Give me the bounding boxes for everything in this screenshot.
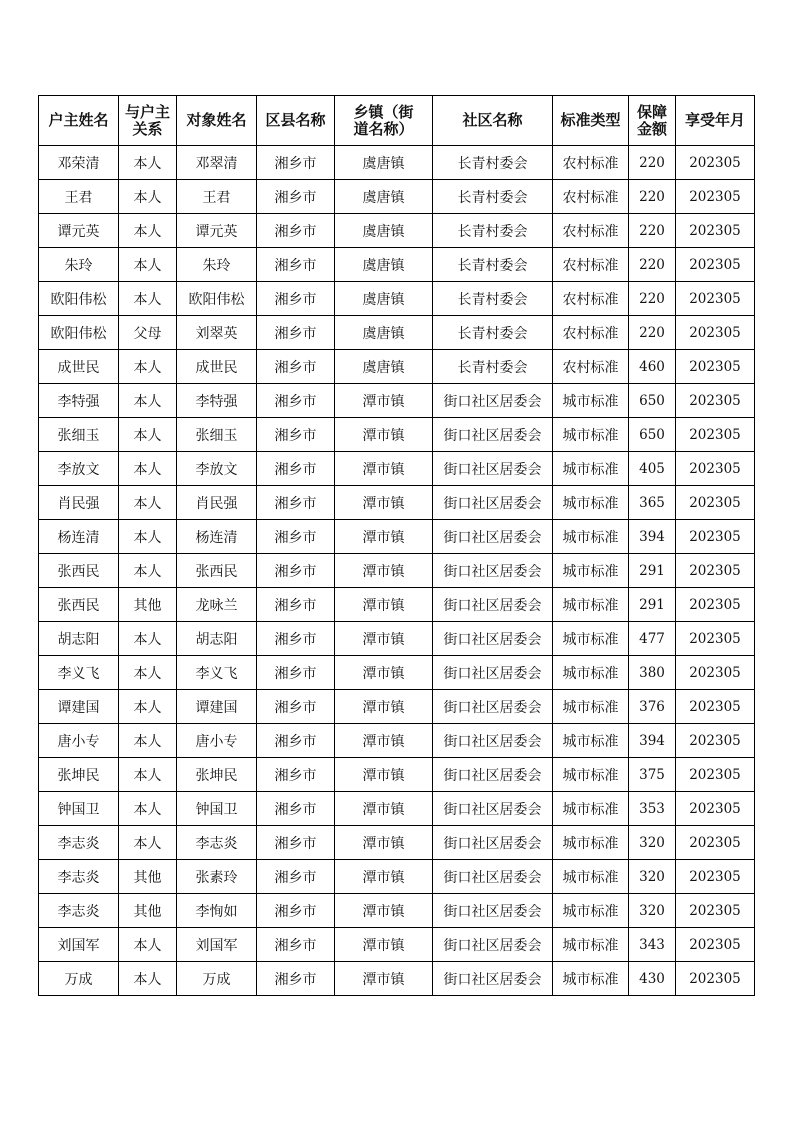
cell-standard-type: 城市标准 [553, 792, 629, 826]
cell-amount: 477 [629, 622, 676, 656]
cell-period: 202305 [676, 758, 755, 792]
cell-community: 街口社区居委会 [433, 384, 553, 418]
cell-community: 街口社区居委会 [433, 792, 553, 826]
cell-recipient-name: 胡志阳 [177, 622, 257, 656]
cell-householder-name: 李放文 [39, 452, 119, 486]
cell-county: 湘乡市 [257, 758, 335, 792]
cell-county: 湘乡市 [257, 452, 335, 486]
table-row [39, 792, 755, 826]
header-period: 享受年月 [676, 96, 755, 146]
cell-standard-type: 城市标准 [553, 724, 629, 758]
cell-community: 街口社区居委会 [433, 758, 553, 792]
cell-householder-name: 张西民 [39, 588, 119, 622]
cell-householder-name: 唐小专 [39, 724, 119, 758]
cell-township: 虞唐镇 [335, 282, 433, 316]
table-row [39, 282, 755, 316]
cell-amount: 353 [629, 792, 676, 826]
cell-recipient-name: 李特强 [177, 384, 257, 418]
cell-community: 街口社区居委会 [433, 520, 553, 554]
cell-county: 湘乡市 [257, 316, 335, 350]
cell-county: 湘乡市 [257, 962, 335, 996]
table-row [39, 588, 755, 622]
cell-recipient-name: 刘翠英 [177, 316, 257, 350]
cell-community: 街口社区居委会 [433, 554, 553, 588]
cell-period: 202305 [676, 894, 755, 928]
cell-township: 潭市镇 [335, 962, 433, 996]
cell-householder-name: 张西民 [39, 554, 119, 588]
cell-township: 虞唐镇 [335, 316, 433, 350]
cell-community: 街口社区居委会 [433, 486, 553, 520]
cell-community: 街口社区居委会 [433, 588, 553, 622]
cell-relationship: 本人 [119, 656, 177, 690]
cell-amount: 650 [629, 418, 676, 452]
cell-householder-name: 李志炎 [39, 860, 119, 894]
cell-recipient-name: 龙咏兰 [177, 588, 257, 622]
cell-township: 潭市镇 [335, 452, 433, 486]
cell-householder-name: 邓荣清 [39, 146, 119, 180]
cell-standard-type: 农村标准 [553, 282, 629, 316]
cell-standard-type: 城市标准 [553, 690, 629, 724]
cell-community: 长青村委会 [433, 214, 553, 248]
cell-period: 202305 [676, 418, 755, 452]
cell-amount: 320 [629, 894, 676, 928]
cell-standard-type: 城市标准 [553, 384, 629, 418]
cell-recipient-name: 张细玉 [177, 418, 257, 452]
cell-township: 虞唐镇 [335, 350, 433, 384]
cell-period: 202305 [676, 928, 755, 962]
cell-amount: 220 [629, 214, 676, 248]
cell-township: 潭市镇 [335, 792, 433, 826]
cell-recipient-name: 万成 [177, 962, 257, 996]
cell-recipient-name: 欧阳伟松 [177, 282, 257, 316]
table-row [39, 248, 755, 282]
cell-township: 潭市镇 [335, 520, 433, 554]
cell-amount: 405 [629, 452, 676, 486]
cell-standard-type: 农村标准 [553, 214, 629, 248]
cell-community: 街口社区居委会 [433, 928, 553, 962]
cell-recipient-name: 朱玲 [177, 248, 257, 282]
cell-relationship: 本人 [119, 146, 177, 180]
cell-amount: 650 [629, 384, 676, 418]
cell-standard-type: 城市标准 [553, 928, 629, 962]
cell-householder-name: 万成 [39, 962, 119, 996]
cell-recipient-name: 谭建国 [177, 690, 257, 724]
cell-community: 街口社区居委会 [433, 894, 553, 928]
cell-period: 202305 [676, 180, 755, 214]
cell-township: 虞唐镇 [335, 248, 433, 282]
cell-county: 湘乡市 [257, 248, 335, 282]
cell-county: 湘乡市 [257, 894, 335, 928]
cell-township: 潭市镇 [335, 860, 433, 894]
cell-township: 潭市镇 [335, 690, 433, 724]
cell-relationship: 本人 [119, 792, 177, 826]
cell-amount: 291 [629, 554, 676, 588]
cell-relationship: 本人 [119, 554, 177, 588]
cell-recipient-name: 李恂如 [177, 894, 257, 928]
table-row [39, 962, 755, 996]
cell-county: 湘乡市 [257, 486, 335, 520]
table-row [39, 928, 755, 962]
cell-period: 202305 [676, 554, 755, 588]
cell-township: 潭市镇 [335, 384, 433, 418]
cell-amount: 375 [629, 758, 676, 792]
cell-relationship: 本人 [119, 758, 177, 792]
header-relationship: 与户主关系 [119, 96, 177, 146]
cell-period: 202305 [676, 962, 755, 996]
cell-householder-name: 张坤民 [39, 758, 119, 792]
cell-county: 湘乡市 [257, 418, 335, 452]
table-row [39, 758, 755, 792]
cell-recipient-name: 杨连清 [177, 520, 257, 554]
header-row [39, 96, 755, 146]
cell-community: 街口社区居委会 [433, 656, 553, 690]
cell-amount: 376 [629, 690, 676, 724]
cell-amount: 220 [629, 146, 676, 180]
table-row [39, 384, 755, 418]
cell-period: 202305 [676, 486, 755, 520]
cell-township: 潭市镇 [335, 486, 433, 520]
cell-amount: 220 [629, 316, 676, 350]
cell-county: 湘乡市 [257, 690, 335, 724]
cell-community: 街口社区居委会 [433, 690, 553, 724]
table-row [39, 622, 755, 656]
cell-recipient-name: 李义飞 [177, 656, 257, 690]
cell-community: 长青村委会 [433, 146, 553, 180]
cell-relationship: 本人 [119, 418, 177, 452]
cell-relationship: 本人 [119, 452, 177, 486]
cell-county: 湘乡市 [257, 214, 335, 248]
cell-community: 街口社区居委会 [433, 826, 553, 860]
cell-relationship: 本人 [119, 248, 177, 282]
cell-recipient-name: 钟国卫 [177, 792, 257, 826]
cell-recipient-name: 刘国军 [177, 928, 257, 962]
cell-county: 湘乡市 [257, 928, 335, 962]
cell-period: 202305 [676, 146, 755, 180]
cell-amount: 291 [629, 588, 676, 622]
cell-relationship: 本人 [119, 962, 177, 996]
table-row [39, 486, 755, 520]
table-row [39, 316, 755, 350]
cell-period: 202305 [676, 622, 755, 656]
cell-amount: 460 [629, 350, 676, 384]
cell-county: 湘乡市 [257, 622, 335, 656]
cell-recipient-name: 谭元英 [177, 214, 257, 248]
cell-period: 202305 [676, 690, 755, 724]
cell-amount: 380 [629, 656, 676, 690]
cell-county: 湘乡市 [257, 826, 335, 860]
table-row [39, 554, 755, 588]
cell-community: 街口社区居委会 [433, 452, 553, 486]
cell-relationship: 本人 [119, 724, 177, 758]
cell-standard-type: 城市标准 [553, 758, 629, 792]
cell-period: 202305 [676, 792, 755, 826]
header-amount: 保障金额 [629, 96, 676, 146]
table-row [39, 350, 755, 384]
cell-period: 202305 [676, 860, 755, 894]
cell-community: 长青村委会 [433, 316, 553, 350]
cell-recipient-name: 李志炎 [177, 826, 257, 860]
cell-relationship: 本人 [119, 282, 177, 316]
cell-relationship: 其他 [119, 588, 177, 622]
cell-county: 湘乡市 [257, 180, 335, 214]
cell-householder-name: 杨连清 [39, 520, 119, 554]
cell-amount: 320 [629, 860, 676, 894]
header-community: 社区名称 [433, 96, 553, 146]
assistance-table [38, 95, 755, 996]
cell-township: 潭市镇 [335, 758, 433, 792]
cell-community: 街口社区居委会 [433, 418, 553, 452]
cell-period: 202305 [676, 248, 755, 282]
table-row [39, 826, 755, 860]
cell-relationship: 本人 [119, 214, 177, 248]
cell-county: 湘乡市 [257, 860, 335, 894]
cell-township: 潭市镇 [335, 554, 433, 588]
cell-community: 长青村委会 [433, 282, 553, 316]
cell-householder-name: 张细玉 [39, 418, 119, 452]
cell-county: 湘乡市 [257, 384, 335, 418]
cell-standard-type: 城市标准 [553, 826, 629, 860]
cell-township: 潭市镇 [335, 928, 433, 962]
cell-householder-name: 李志炎 [39, 894, 119, 928]
cell-standard-type: 农村标准 [553, 350, 629, 384]
header-township: 乡镇（街道名称） [335, 96, 433, 146]
cell-township: 潭市镇 [335, 656, 433, 690]
cell-period: 202305 [676, 350, 755, 384]
cell-amount: 365 [629, 486, 676, 520]
cell-community: 长青村委会 [433, 248, 553, 282]
table-body [39, 146, 755, 996]
cell-township: 虞唐镇 [335, 180, 433, 214]
cell-householder-name: 李义飞 [39, 656, 119, 690]
cell-amount: 394 [629, 520, 676, 554]
cell-standard-type: 城市标准 [553, 588, 629, 622]
table-row [39, 656, 755, 690]
cell-standard-type: 城市标准 [553, 418, 629, 452]
cell-householder-name: 胡志阳 [39, 622, 119, 656]
cell-community: 街口社区居委会 [433, 962, 553, 996]
table-row [39, 452, 755, 486]
cell-relationship: 本人 [119, 622, 177, 656]
cell-period: 202305 [676, 282, 755, 316]
cell-period: 202305 [676, 214, 755, 248]
table-row [39, 860, 755, 894]
cell-period: 202305 [676, 826, 755, 860]
header-recipient-name: 对象姓名 [177, 96, 257, 146]
cell-community: 街口社区居委会 [433, 622, 553, 656]
cell-amount: 320 [629, 826, 676, 860]
cell-township: 虞唐镇 [335, 214, 433, 248]
table-row [39, 894, 755, 928]
cell-recipient-name: 肖民强 [177, 486, 257, 520]
cell-recipient-name: 成世民 [177, 350, 257, 384]
cell-standard-type: 城市标准 [553, 622, 629, 656]
header-standard-type: 标准类型 [553, 96, 629, 146]
cell-period: 202305 [676, 316, 755, 350]
cell-county: 湘乡市 [257, 656, 335, 690]
cell-relationship: 本人 [119, 384, 177, 418]
cell-relationship: 本人 [119, 350, 177, 384]
cell-householder-name: 刘国军 [39, 928, 119, 962]
cell-householder-name: 钟国卫 [39, 792, 119, 826]
cell-standard-type: 农村标准 [553, 248, 629, 282]
table-row [39, 418, 755, 452]
cell-recipient-name: 邓翠清 [177, 146, 257, 180]
cell-householder-name: 谭元英 [39, 214, 119, 248]
cell-relationship: 其他 [119, 894, 177, 928]
cell-relationship: 本人 [119, 826, 177, 860]
cell-standard-type: 城市标准 [553, 452, 629, 486]
cell-township: 潭市镇 [335, 826, 433, 860]
cell-relationship: 本人 [119, 928, 177, 962]
cell-standard-type: 城市标准 [553, 554, 629, 588]
cell-standard-type: 城市标准 [553, 962, 629, 996]
cell-relationship: 本人 [119, 486, 177, 520]
cell-county: 湘乡市 [257, 724, 335, 758]
cell-county: 湘乡市 [257, 146, 335, 180]
cell-recipient-name: 唐小专 [177, 724, 257, 758]
cell-county: 湘乡市 [257, 282, 335, 316]
cell-amount: 394 [629, 724, 676, 758]
cell-householder-name: 朱玲 [39, 248, 119, 282]
cell-recipient-name: 张素玲 [177, 860, 257, 894]
cell-amount: 220 [629, 282, 676, 316]
table-row [39, 146, 755, 180]
cell-standard-type: 农村标准 [553, 316, 629, 350]
cell-householder-name: 李志炎 [39, 826, 119, 860]
cell-standard-type: 城市标准 [553, 894, 629, 928]
cell-standard-type: 农村标准 [553, 146, 629, 180]
cell-amount: 430 [629, 962, 676, 996]
cell-county: 湘乡市 [257, 350, 335, 384]
header-householder-name: 户主姓名 [39, 96, 119, 146]
table-row [39, 520, 755, 554]
header-county: 区县名称 [257, 96, 335, 146]
cell-relationship: 其他 [119, 860, 177, 894]
cell-amount: 343 [629, 928, 676, 962]
cell-period: 202305 [676, 384, 755, 418]
cell-township: 潭市镇 [335, 724, 433, 758]
cell-standard-type: 城市标准 [553, 520, 629, 554]
cell-householder-name: 谭建国 [39, 690, 119, 724]
table-row [39, 690, 755, 724]
cell-householder-name: 肖民强 [39, 486, 119, 520]
cell-relationship: 本人 [119, 520, 177, 554]
cell-householder-name: 欧阳伟松 [39, 282, 119, 316]
cell-county: 湘乡市 [257, 554, 335, 588]
cell-township: 潭市镇 [335, 622, 433, 656]
cell-period: 202305 [676, 656, 755, 690]
cell-period: 202305 [676, 452, 755, 486]
cell-relationship: 本人 [119, 180, 177, 214]
cell-amount: 220 [629, 248, 676, 282]
cell-period: 202305 [676, 724, 755, 758]
cell-relationship: 父母 [119, 316, 177, 350]
cell-recipient-name: 王君 [177, 180, 257, 214]
cell-standard-type: 农村标准 [553, 180, 629, 214]
cell-county: 湘乡市 [257, 792, 335, 826]
cell-community: 街口社区居委会 [433, 860, 553, 894]
cell-township: 潭市镇 [335, 894, 433, 928]
table-row [39, 180, 755, 214]
cell-recipient-name: 李放文 [177, 452, 257, 486]
cell-recipient-name: 张西民 [177, 554, 257, 588]
cell-relationship: 本人 [119, 690, 177, 724]
cell-community: 长青村委会 [433, 180, 553, 214]
cell-amount: 220 [629, 180, 676, 214]
cell-standard-type: 城市标准 [553, 486, 629, 520]
cell-period: 202305 [676, 520, 755, 554]
cell-householder-name: 成世民 [39, 350, 119, 384]
table-row [39, 214, 755, 248]
table-row [39, 724, 755, 758]
cell-householder-name: 欧阳伟松 [39, 316, 119, 350]
cell-standard-type: 城市标准 [553, 860, 629, 894]
cell-householder-name: 李特强 [39, 384, 119, 418]
cell-county: 湘乡市 [257, 520, 335, 554]
cell-community: 街口社区居委会 [433, 724, 553, 758]
cell-county: 湘乡市 [257, 588, 335, 622]
cell-township: 虞唐镇 [335, 146, 433, 180]
cell-township: 潭市镇 [335, 588, 433, 622]
cell-township: 潭市镇 [335, 418, 433, 452]
cell-community: 长青村委会 [433, 350, 553, 384]
cell-period: 202305 [676, 588, 755, 622]
cell-standard-type: 城市标准 [553, 656, 629, 690]
cell-recipient-name: 张坤民 [177, 758, 257, 792]
cell-householder-name: 王君 [39, 180, 119, 214]
